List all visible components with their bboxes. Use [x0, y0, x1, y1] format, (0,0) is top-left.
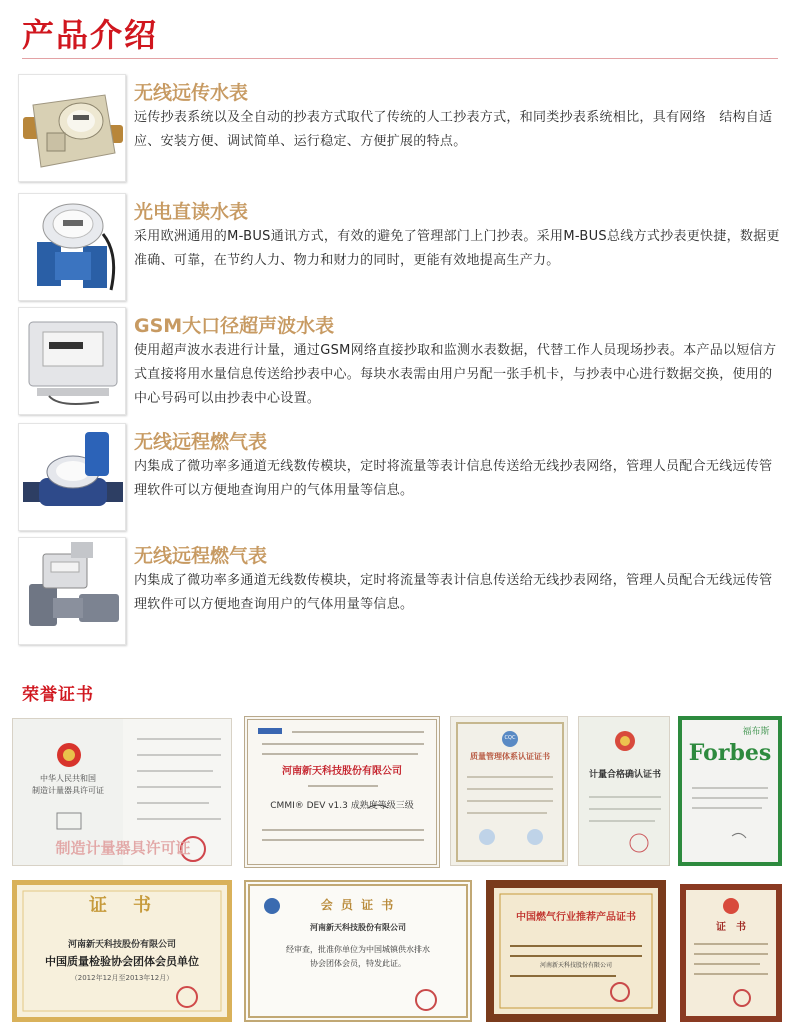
certificate-line: （2012年12月至2013年12月） — [70, 974, 174, 982]
photoelectric-water-meter-icon — [18, 193, 126, 301]
certificate-gas-industry — [486, 880, 666, 1022]
product-title: GSM大口径超声波水表 — [134, 315, 335, 337]
product-title: 光电直读水表 — [134, 201, 249, 223]
certificate-heading: 制造计量器具许可证 — [55, 839, 191, 857]
certificate-line: 河南新天科技股份有限公司 — [539, 962, 612, 969]
certificate-line: CQC — [504, 735, 516, 741]
certificate-line: 河南新天科技股份有限公司 — [67, 940, 176, 950]
certificate-heading: 中国燃气行业推荐产品证书 — [516, 912, 636, 923]
certificate-line: 经审查，批准你单位为中国城镇供水排水 — [286, 945, 430, 954]
certificate-forbes — [678, 716, 782, 866]
product-item — [18, 537, 782, 645]
certificate-heading: Forbes — [688, 740, 772, 766]
blue-water-meter-icon — [18, 423, 126, 531]
certificate-line: 制造计量器具许可证 — [32, 786, 104, 795]
product-item — [18, 193, 782, 301]
certificate-membership — [244, 880, 472, 1022]
flow-meter-icon — [18, 537, 126, 645]
page-title: 产品介绍 — [22, 16, 159, 54]
title-divider — [22, 58, 778, 59]
certificate-heading: 计量合格确认证书 — [588, 770, 661, 780]
gas-meter-icon — [18, 307, 126, 415]
certificate-honor — [680, 884, 782, 1022]
certificate-cmmi — [244, 716, 440, 868]
product-title: 无线远程燃气表 — [134, 431, 268, 453]
certificate-manufacturing-license — [12, 718, 232, 866]
product-item — [18, 74, 782, 182]
wireless-water-meter-icon — [18, 74, 126, 182]
product-title: 无线远程燃气表 — [134, 545, 268, 567]
product-description: 内集成了微功率多通道无线数传模块，定时将流量等表计信息传送给无线抄表网络，管理人员配合无线远传管理软件可以方便地查询用户的气体用量等信息。 — [134, 573, 773, 612]
certificate-line: CMMI® DEV v1.3 成熟度等级三级 — [270, 801, 414, 811]
product-description: 使用超声波水表进行计量，通过GSM网络直接抄取和监测水表数据，代替工作人员现场抄表。本产品以短信方式直接将用水量信息传送给抄表中心。每块水表需由用户另配一张手机卡，与抄表中心进行数据交换，使用的中心号码可以由抄表中心设置。 — [134, 343, 777, 406]
certificate-line: 协会团体会员，特发此证。 — [310, 959, 406, 968]
certificate-heading: 证 书 — [716, 922, 746, 933]
certificate-line: 中华人民共和国 — [40, 774, 96, 783]
certificate-line: 福布斯 — [742, 727, 770, 737]
product-description: 内集成了微功率多通道无线数传模块，定时将流量等表计信息传送给无线抄表网络，管理人员配合无线远传管理软件可以方便地查询用户的气体用量等信息。 — [134, 459, 773, 498]
product-description: 远传抄表系统以及全自动的抄表方式取代了传统的人工抄表方式，和同类抄表系统相比，具有网络 结构自适应、安装方便、调试简单、运行稳定、方便扩展的特点。 — [134, 110, 773, 149]
certificate-line: 河南新天科技股份有限公司 — [310, 923, 406, 932]
product-item — [18, 423, 782, 531]
certificate-heading: 会 员 证 书 — [320, 898, 396, 912]
product-description: 采用欧洲通用的M-BUS通讯方式，有效的避免了管理部门上门抄表。采用M-BUS总线方式抄表更快捷，数据更准确、可靠，在节约人力、物力和财力的同时，更能有效地提高生产力。 — [134, 229, 780, 268]
certificate-line: 中国质量检验协会团体会员单位 — [45, 955, 199, 968]
certificate-metrology — [578, 716, 670, 866]
certificate-quality-system — [450, 716, 568, 866]
certificate-heading: 质量管理体系认证证书 — [470, 752, 550, 761]
product-item — [18, 307, 782, 415]
product-title: 无线远传水表 — [134, 82, 249, 104]
certificate-heading: 河南新天科技股份有限公司 — [282, 766, 402, 777]
honors-title: 荣誉证书 — [22, 685, 94, 705]
certificate-quality-association — [12, 880, 232, 1022]
certificate-heading: 证 书 — [89, 895, 155, 916]
